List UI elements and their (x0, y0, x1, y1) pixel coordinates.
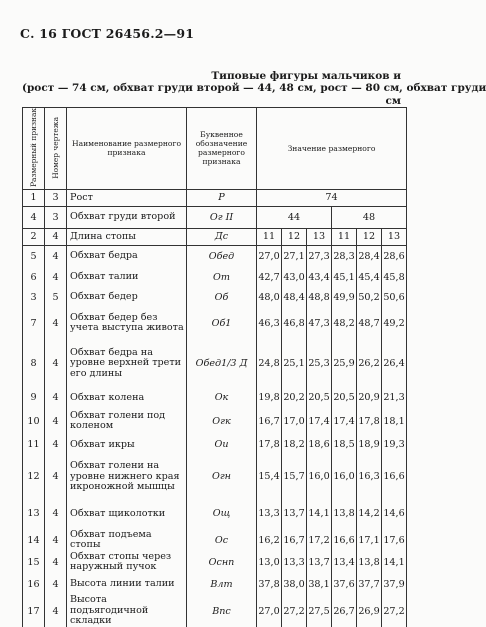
cell-symbol: Bлт (187, 573, 257, 595)
cell-value: 17,2 (307, 529, 332, 551)
cell-value: 38,0 (282, 573, 307, 595)
cell-value: 14,2 (357, 498, 382, 529)
cell-value: 44 (257, 206, 332, 228)
cell-value: 25,9 (332, 339, 357, 387)
cell-size-sign-no: 10 (23, 408, 45, 434)
cell-symbol: Дс (187, 228, 257, 245)
cell-value: 27,0 (257, 595, 282, 627)
cell-drawing-no: 4 (45, 551, 67, 573)
cell-drawing-no: 4 (45, 267, 67, 287)
cell-value: 18,9 (357, 434, 382, 455)
cell-value: 15,7 (282, 455, 307, 498)
cell-symbol: Oк (187, 387, 257, 408)
cell-symbol: Oг II (187, 206, 257, 228)
cell-size-sign-no: 15 (23, 551, 45, 573)
cell-symbol: Oгн (187, 455, 257, 498)
table-row (23, 287, 407, 307)
cell-value: 46,3 (257, 307, 282, 339)
cell-value: 37,7 (357, 573, 382, 595)
table-row (23, 307, 407, 339)
cell-value: 13 (307, 228, 332, 245)
cell-value: 48 (332, 206, 407, 228)
table-row (23, 455, 407, 498)
cell-name: Обхват подъема стопы (67, 529, 187, 551)
cell-drawing-no: 4 (45, 228, 67, 245)
cell-value: 48,0 (257, 287, 282, 307)
cell-value: 13,0 (257, 551, 282, 573)
col-header-size-sign: Размерный признак (23, 108, 45, 190)
cell-name: Высота подъягодичной складки (67, 595, 187, 627)
cell-name: Обхват бедра (67, 245, 187, 267)
cell-drawing-no: 4 (45, 573, 67, 595)
col-header-drawing-no: Номер чертежа (45, 108, 67, 190)
cell-value: 21,3 (382, 387, 407, 408)
table-body (23, 189, 407, 627)
cell-symbol: Oбед1/3 Д (187, 339, 257, 387)
cell-value: 16,0 (307, 455, 332, 498)
cell-value: 17,1 (357, 529, 382, 551)
cell-name: Обхват икры (67, 434, 187, 455)
page-header: С. 16 ГОСТ 26456.2—91 (20, 26, 195, 41)
cell-drawing-no: 4 (45, 498, 67, 529)
cell-name: Обхват бедер без учета выступа живота (67, 307, 187, 339)
cell-value: 20,5 (307, 387, 332, 408)
cell-name: Обхват щиколотки (67, 498, 187, 529)
cell-drawing-no: 4 (45, 455, 67, 498)
cell-value: 27,2 (382, 595, 407, 627)
table-row (23, 551, 407, 573)
cell-value: 25,1 (282, 339, 307, 387)
cell-drawing-no: 3 (45, 189, 67, 206)
table-row (23, 206, 407, 228)
cell-value: 48,7 (357, 307, 382, 339)
cell-symbol: Oбед (187, 245, 257, 267)
cell-value: 20,9 (357, 387, 382, 408)
table-row (23, 573, 407, 595)
cell-drawing-no: 4 (45, 434, 67, 455)
cell-value: 16,7 (257, 408, 282, 434)
cell-name: Высота линии талии (67, 573, 187, 595)
cell-drawing-no: 4 (45, 595, 67, 627)
cell-value: 13 (382, 228, 407, 245)
cell-symbol: Oб1 (187, 307, 257, 339)
cell-value: 27,1 (282, 245, 307, 267)
cell-size-sign-no: 11 (23, 434, 45, 455)
cell-value: 13,8 (332, 498, 357, 529)
cell-drawing-no: 3 (45, 206, 67, 228)
cell-name: Обхват стопы через наружный пучок (67, 551, 187, 573)
table-row (23, 189, 407, 206)
cell-symbol: Oгк (187, 408, 257, 434)
cell-value: 16,0 (332, 455, 357, 498)
cell-size-sign-no: 4 (23, 206, 45, 228)
cell-value: 27,5 (307, 595, 332, 627)
table-title-line-2: (рост — 74 см, обхват груди второй — 44, 48 см, рост — 80 см, обхват груди (22, 82, 486, 94)
cell-value: 43,0 (282, 267, 307, 287)
table-row (23, 267, 407, 287)
col-header-name: Наименование размерного признака (67, 108, 187, 190)
cell-symbol: P (187, 189, 257, 206)
cell-value: 18,6 (307, 434, 332, 455)
col-header-symbol: Буквенное обозначение размерного признака (187, 108, 257, 190)
cell-value: 28,6 (382, 245, 407, 267)
cell-value: 47,3 (307, 307, 332, 339)
cell-symbol: Oснп (187, 551, 257, 573)
cell-drawing-no: 5 (45, 287, 67, 307)
cell-value: 48,8 (307, 287, 332, 307)
cell-value: 45,4 (357, 267, 382, 287)
cell-size-sign-no: 9 (23, 387, 45, 408)
cell-value: 46,8 (282, 307, 307, 339)
cell-value: 17,4 (332, 408, 357, 434)
cell-value: 26,7 (332, 595, 357, 627)
cell-size-sign-no: 3 (23, 287, 45, 307)
cell-value: 13,3 (282, 551, 307, 573)
cell-value: 14,1 (307, 498, 332, 529)
cell-value: 42,7 (257, 267, 282, 287)
cell-value: 13,7 (307, 551, 332, 573)
cell-value: 16,6 (332, 529, 357, 551)
cell-symbol: Bпс (187, 595, 257, 627)
cell-value: 48,4 (282, 287, 307, 307)
cell-value: 15,4 (257, 455, 282, 498)
cell-value: 16,2 (257, 529, 282, 551)
cell-value: 45,8 (382, 267, 407, 287)
cell-value: 19,3 (382, 434, 407, 455)
cell-value: 18,1 (382, 408, 407, 434)
cell-size-sign-no: 1 (23, 189, 45, 206)
table-row (23, 529, 407, 551)
cell-value: 49,2 (382, 307, 407, 339)
cell-value: 50,2 (357, 287, 382, 307)
cell-value: 17,8 (357, 408, 382, 434)
cell-value: 17,4 (307, 408, 332, 434)
cell-value: 26,4 (382, 339, 407, 387)
cell-value: 38,1 (307, 573, 332, 595)
cell-value: 16,7 (282, 529, 307, 551)
measurements-table (22, 107, 407, 627)
cell-value: 12 (357, 228, 382, 245)
cell-drawing-no: 4 (45, 387, 67, 408)
cell-drawing-no: 4 (45, 529, 67, 551)
table-row (23, 228, 407, 245)
cell-value: 27,3 (307, 245, 332, 267)
cell-drawing-no: 4 (45, 245, 67, 267)
cell-value: 18,5 (332, 434, 357, 455)
cell-value: 11 (257, 228, 282, 245)
cell-size-sign-no: 16 (23, 573, 45, 595)
cell-value: 43,4 (307, 267, 332, 287)
cell-value: 14,1 (382, 551, 407, 573)
cell-size-sign-no: 5 (23, 245, 45, 267)
cell-value: 37,6 (332, 573, 357, 595)
cell-size-sign-no: 17 (23, 595, 45, 627)
table-row (23, 408, 407, 434)
cell-value: 16,6 (382, 455, 407, 498)
table-row (23, 387, 407, 408)
cell-value: 26,2 (357, 339, 382, 387)
cell-drawing-no: 4 (45, 307, 67, 339)
cell-value: 13,7 (282, 498, 307, 529)
cell-value: 12 (282, 228, 307, 245)
cell-symbol: Oс (187, 529, 257, 551)
cell-value: 28,3 (332, 245, 357, 267)
cell-drawing-no: 4 (45, 408, 67, 434)
cell-value: 20,2 (282, 387, 307, 408)
cell-name: Обхват колена (67, 387, 187, 408)
cell-value: 18,2 (282, 434, 307, 455)
table-title-line-3: см (385, 95, 401, 107)
cell-value: 27,2 (282, 595, 307, 627)
cell-name: Обхват голени под коленом (67, 408, 187, 434)
cell-size-sign-no: 7 (23, 307, 45, 339)
cell-name: Обхват бедер (67, 287, 187, 307)
table-row (23, 595, 407, 627)
cell-value: 17,0 (282, 408, 307, 434)
cell-name: Длина стопы (67, 228, 187, 245)
table-row (23, 245, 407, 267)
cell-value: 25,3 (307, 339, 332, 387)
cell-size-sign-no: 12 (23, 455, 45, 498)
cell-symbol: Oб (187, 287, 257, 307)
cell-size-sign-no: 14 (23, 529, 45, 551)
cell-value: 20,5 (332, 387, 357, 408)
table-row (23, 339, 407, 387)
cell-value: 45,1 (332, 267, 357, 287)
cell-symbol: Oт (187, 267, 257, 287)
cell-value: 16,3 (357, 455, 382, 498)
cell-value: 27,0 (257, 245, 282, 267)
table-row (23, 434, 407, 455)
cell-value: 14,6 (382, 498, 407, 529)
cell-size-sign-no: 8 (23, 339, 45, 387)
cell-value: 49,9 (332, 287, 357, 307)
cell-value: 74 (257, 189, 407, 206)
cell-drawing-no: 4 (45, 339, 67, 387)
cell-value: 11 (332, 228, 357, 245)
cell-value: 28,4 (357, 245, 382, 267)
cell-size-sign-no: 2 (23, 228, 45, 245)
cell-symbol: Oщ (187, 498, 257, 529)
cell-value: 37,9 (382, 573, 407, 595)
cell-value: 13,8 (357, 551, 382, 573)
cell-value: 24,8 (257, 339, 282, 387)
cell-value: 26,9 (357, 595, 382, 627)
cell-value: 13,3 (257, 498, 282, 529)
table-row (23, 498, 407, 529)
cell-value: 48,2 (332, 307, 357, 339)
cell-size-sign-no: 13 (23, 498, 45, 529)
col-header-value: Значение размерного (257, 108, 407, 190)
cell-value: 13,4 (332, 551, 357, 573)
cell-name: Обхват бедра на уровне верхней трети его длины (67, 339, 187, 387)
cell-value: 37,8 (257, 573, 282, 595)
cell-value: 17,6 (382, 529, 407, 551)
cell-value: 19,8 (257, 387, 282, 408)
cell-name: Обхват голени на уровне нижнего края икроножной мышцы (67, 455, 187, 498)
table-title-line-1: Типовые фигуры мальчиков и (211, 70, 401, 82)
cell-symbol: Oи (187, 434, 257, 455)
cell-name: Обхват груди второй (67, 206, 187, 228)
cell-value: 17,8 (257, 434, 282, 455)
cell-name: Обхват талии (67, 267, 187, 287)
cell-size-sign-no: 6 (23, 267, 45, 287)
cell-name: Рост (67, 189, 187, 206)
cell-value: 50,6 (382, 287, 407, 307)
